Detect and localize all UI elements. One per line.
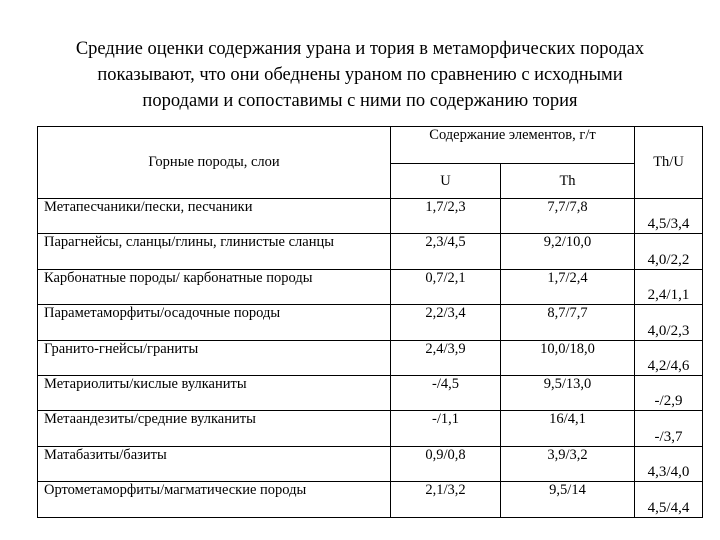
ratio-cell: 2,4/1,1 — [635, 269, 703, 304]
rock-cell: Матабазиты/базиты — [38, 446, 391, 481]
u-cell: 1,7/2,3 — [391, 199, 501, 234]
th-cell: 1,7/2,4 — [501, 269, 635, 304]
th-cell: 10,0/18,0 — [501, 340, 635, 375]
ratio-cell: 4,0/2,3 — [635, 305, 703, 340]
u-cell: 0,9/0,8 — [391, 446, 501, 481]
ratio-cell: 4,0/2,2 — [635, 234, 703, 269]
th-cell: 8,7/7,7 — [501, 305, 635, 340]
table-row — [38, 411, 703, 446]
ratio-cell: -/2,9 — [635, 375, 703, 410]
table-row — [38, 305, 703, 340]
table-row — [38, 446, 703, 481]
ratio-cell: 4,5/4,4 — [635, 482, 703, 517]
rock-cell: Метаандезиты/средние вулканиты — [38, 411, 391, 446]
u-cell: 2,4/3,9 — [391, 340, 501, 375]
table-row — [38, 234, 703, 269]
th-cell: 9,5/14 — [501, 482, 635, 517]
u-cell: 2,3/4,5 — [391, 234, 501, 269]
ratio-column-header: Th/U — [635, 127, 703, 199]
table-row — [38, 199, 703, 234]
u-cell: 2,1/3,2 — [391, 482, 501, 517]
slide-title — [20, 36, 700, 114]
rock-cell: Метапесчаники/пески, песчаники — [38, 199, 391, 234]
rock-cell: Ортометаморфиты/магматические породы — [38, 482, 391, 517]
content-group-header: Содержание элементов, г/т — [391, 127, 635, 164]
rock-cell: Парагнейсы, сланцы/глины, глинистые сланцы — [38, 234, 391, 269]
th-cell: 9,2/10,0 — [501, 234, 635, 269]
table-row — [38, 375, 703, 410]
table-header-row — [38, 127, 703, 164]
rock-cell: Параметаморфиты/осадочные породы — [38, 305, 391, 340]
u-cell: 0,7/2,1 — [391, 269, 501, 304]
rock-cell: Карбонатные породы/ карбонатные породы — [38, 269, 391, 304]
rock-column-header: Горные породы, слои — [38, 127, 391, 199]
uranium-thorium-table — [37, 126, 703, 518]
th-cell: 3,9/3,2 — [501, 446, 635, 481]
u-cell: -/1,1 — [391, 411, 501, 446]
th-cell: 16/4,1 — [501, 411, 635, 446]
u-cell: -/4,5 — [391, 375, 501, 410]
slide-title-line-3: породами и сопоставимы с ними по содержанию тория — [142, 91, 578, 111]
ratio-cell: -/3,7 — [635, 411, 703, 446]
th-column-header: Th — [501, 164, 635, 199]
table-row — [38, 269, 703, 304]
u-cell: 2,2/3,4 — [391, 305, 501, 340]
table-row — [38, 340, 703, 375]
ratio-cell: 4,3/4,0 — [635, 446, 703, 481]
table-row — [38, 482, 703, 517]
ratio-cell: 4,2/4,6 — [635, 340, 703, 375]
th-cell: 9,5/13,0 — [501, 375, 635, 410]
rock-cell: Гранито-гнейсы/граниты — [38, 340, 391, 375]
slide-title-line-1: Средние оценки содержания урана и тория в метаморфических породах — [75, 39, 645, 59]
slide-title-line-2: показывают, что они обеднены ураном по сравнению с исходными — [97, 65, 623, 85]
rock-cell: Метариолиты/кислые вулканиты — [38, 375, 391, 410]
u-column-header: U — [391, 164, 501, 199]
ratio-cell: 4,5/3,4 — [635, 199, 703, 234]
th-cell: 7,7/7,8 — [501, 199, 635, 234]
